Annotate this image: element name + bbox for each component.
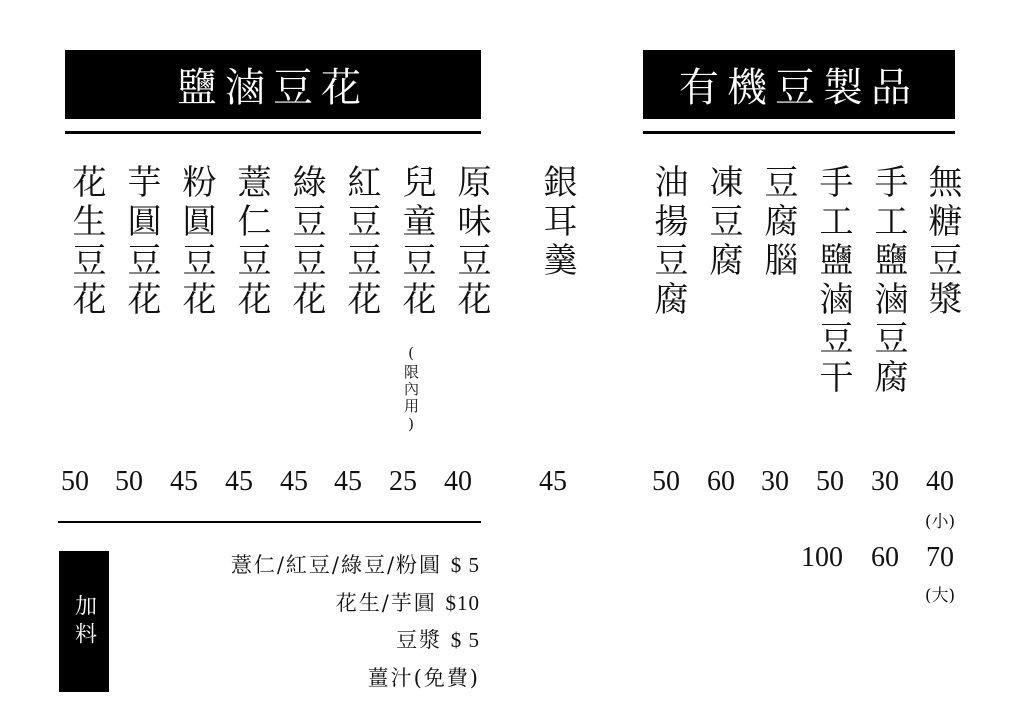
addon-name: 豆漿: [396, 628, 443, 652]
menu-item-name: 原味豆花: [451, 164, 491, 320]
addon-name: 薑汁(免費): [367, 666, 480, 690]
menu-item-price-large: 100: [801, 542, 843, 573]
menu-item-price: 60: [707, 466, 735, 497]
divider: [65, 131, 481, 134]
addon-row: [336, 588, 480, 618]
section-title-bean-curd: 鹽滷豆花: [65, 50, 481, 119]
menu-item-price-large: 60: [871, 542, 899, 573]
menu-item-price: 45: [170, 466, 198, 497]
menu-item-price: 30: [761, 466, 789, 497]
menu-item-price: 45: [539, 466, 567, 497]
menu-item-name: 芋圓豆花: [121, 164, 161, 320]
addon-row: [368, 663, 480, 693]
menu-item-name: 兒童豆花: [396, 164, 436, 320]
menu-item-name: 紅豆豆花: [341, 164, 381, 320]
menu-item-price: 40: [926, 466, 954, 497]
menu-item-price: 40: [444, 466, 472, 497]
menu-item-name: 花生豆花: [66, 164, 106, 320]
menu-item-name: 凍豆腐: [703, 164, 743, 281]
menu-item-name: 綠豆豆花: [286, 164, 326, 320]
addon-name: 薏仁/紅豆/綠豆/粉圓: [230, 553, 443, 577]
addon-name: 花生/芋圓: [335, 591, 437, 615]
addon-row: [396, 625, 480, 655]
menu-item-name: 銀耳羹: [537, 164, 577, 281]
menu-item-price: 45: [334, 466, 362, 497]
menu-item-name: 手工鹽滷豆干: [813, 164, 853, 398]
menu-item-name: 手工鹽滷豆腐: [868, 164, 908, 398]
menu-item-name: 薏仁豆花: [231, 164, 271, 320]
menu-item-name: 粉圓豆花: [176, 164, 216, 320]
menu-item-name: 無糖豆漿: [922, 164, 962, 320]
addon-price: $ 5: [450, 628, 480, 652]
divider: [643, 131, 955, 134]
divider: [58, 521, 481, 523]
size-small-label: (小): [924, 512, 956, 532]
menu-item-price: 50: [816, 466, 844, 497]
addon-price: $ 5: [450, 553, 480, 577]
addons-label: 加料: [59, 551, 109, 692]
menu-item-name: 油揚豆腐: [648, 164, 688, 320]
menu-item-price: 45: [225, 466, 253, 497]
menu-item-note: (限內用): [402, 344, 420, 435]
size-large-label: (大): [924, 586, 956, 606]
section-title-organic-soy: 有機豆製品: [643, 50, 955, 119]
menu-item-price: 25: [389, 466, 417, 497]
addon-row: [231, 550, 480, 580]
menu-item-price: 45: [280, 466, 308, 497]
menu-item-price: 50: [61, 466, 89, 497]
menu-item-name: 豆腐腦: [758, 164, 798, 281]
menu-item-price: 50: [115, 466, 143, 497]
menu-item-price-large: 70: [926, 542, 954, 573]
menu-item-price: 30: [871, 466, 899, 497]
menu-item-price: 50: [652, 466, 680, 497]
addon-price: $10: [445, 591, 480, 615]
